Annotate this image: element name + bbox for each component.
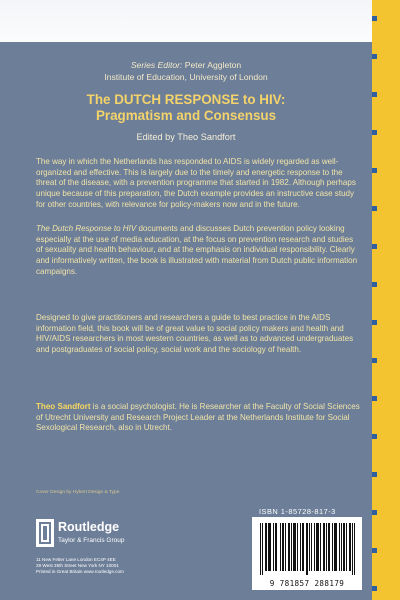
publisher-group: Taylor & Francis Group xyxy=(58,537,125,544)
barcode xyxy=(252,517,362,590)
series-editor-label: Series Editor: xyxy=(130,60,183,70)
sidebar-square xyxy=(372,396,377,401)
book-title-inline: The Dutch Response to HIV xyxy=(36,224,137,233)
author-bio-text: is a social psychologist. He is Researcher at the Faculty of Social Sciences of Utrecht University and Research Project Leader at the Netherlands Institute for Social Sexological Research, also in Utrecht. xyxy=(36,402,360,433)
publisher-name: Routledge xyxy=(58,520,120,534)
author-bio xyxy=(36,402,362,434)
sidebar-square xyxy=(372,16,377,21)
sidebar-square xyxy=(372,130,377,135)
cover-credit: Cover Design by Hybert Design & Type xyxy=(36,490,120,495)
blurb-paragraph-2-text: documents and discusses Dutch prevention policy looking especially at the use of media education, at the focus on prevention research and studies of sexuality and health behaviour, and at the emphasis on individual responsibility. Clearly and informatively written, the book is illustrated with material from Dutch public information campaigns. xyxy=(36,224,358,276)
publisher-address-line: Printed in Great Britain www.routledge.com xyxy=(36,569,124,574)
book-title-line2: Pragmatism and Consensus xyxy=(95,108,277,123)
sidebar-square xyxy=(372,548,377,553)
series-editor-name: Peter Aggleton xyxy=(184,60,242,70)
book-title-line1: The DUTCH RESPONSE to HIV: xyxy=(86,92,286,107)
publisher-address-line: 29 West 35th Street New York NY 10001 xyxy=(36,563,119,568)
sidebar-square xyxy=(372,320,377,325)
blurb-paragraph-1: The way in which the Netherlands has responded to AIDS is widely regarded as well-organized and effective. This is largely due to the timely and energetic response to the threat of the disease, with a prevention programme that started in 1982. Although perhaps unique because of this preparation, the Dutch example provides an instructive case study for other countries, with relevance for policy-makers now and in the future. xyxy=(36,157,356,209)
series-editor-line xyxy=(0,60,372,71)
edited-by: Edited by Theo Sandfort xyxy=(136,132,236,142)
blurb-paragraph-3: Designed to give practitioners and researchers a guide to best practice in the AIDS information field, this book will be of great value to social policy makers and health and HIV/AIDS researchers in most western countries, as well as to advanced undergraduates and postgraduates of social policy, social work and the sociology of health. xyxy=(36,313,354,355)
sidebar-square xyxy=(372,168,377,173)
sidebar-square xyxy=(372,244,377,249)
sidebar-square xyxy=(372,206,377,211)
sidebar-square xyxy=(372,586,377,591)
publisher-address-line: 11 New Fetter Lane London EC4P 4EE xyxy=(36,557,116,562)
barcode-icon xyxy=(252,517,362,577)
top-paper-strip xyxy=(0,0,372,42)
sidebar-square xyxy=(372,510,377,515)
sidebar-square xyxy=(372,472,377,477)
barcode-number: 9 781857 288179 xyxy=(269,579,345,588)
series-editor-institution: Institute of Education, University of London xyxy=(104,72,268,82)
sidebar-square xyxy=(372,92,377,97)
isbn: ISBN 1-85728-817-3 xyxy=(259,507,336,516)
routledge-logo-icon xyxy=(36,519,54,547)
sidebar-square xyxy=(372,358,377,363)
sidebar-square xyxy=(372,434,377,439)
blurb-paragraph-2 xyxy=(36,224,362,278)
sidebar-square xyxy=(372,282,377,287)
author-name: Theo Sandfort xyxy=(36,402,91,411)
sidebar-square xyxy=(372,54,377,59)
